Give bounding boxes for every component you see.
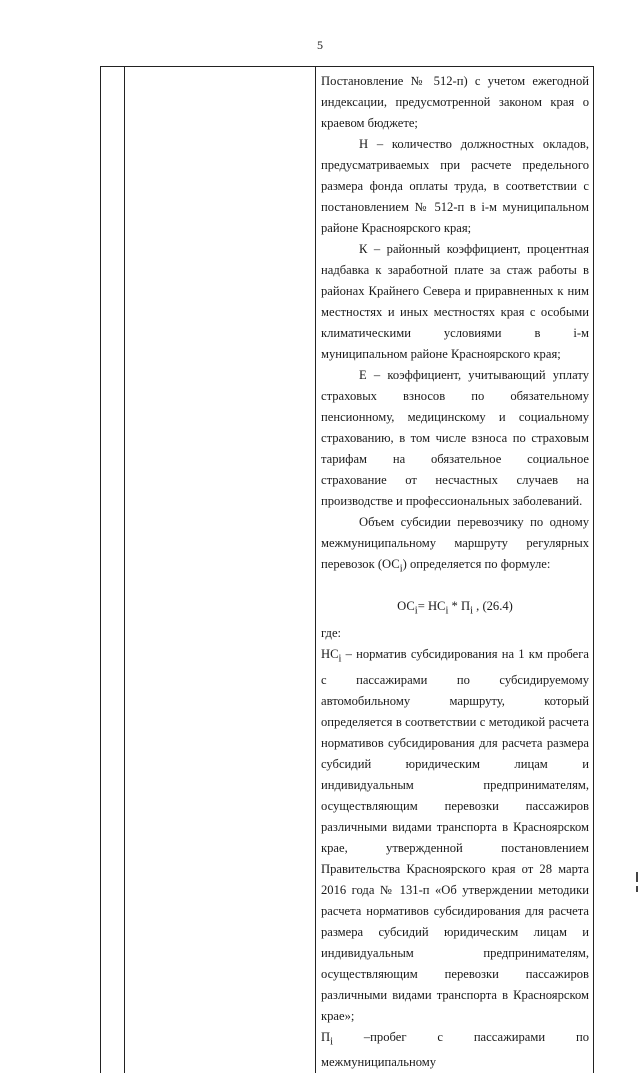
formula-lhs: ОС: [397, 599, 415, 613]
formula-eq-sub: i: [445, 605, 448, 616]
formula: [321, 596, 589, 622]
paragraph-h-definition: Н – количество должностных окладов, предусматриваемых при расчете предельного размера фонда оплаты труда, в соответствии с постановлением № 512-п в i-м муниципальном районе Красноярского края;: [321, 134, 589, 239]
table-cell-name: [125, 67, 316, 1073]
hs-subscript: i: [339, 654, 342, 665]
table-cell-content: [316, 67, 594, 1073]
formula-mid: * П: [448, 599, 470, 613]
table-row: [101, 67, 594, 1073]
scan-edge-mark: [636, 886, 638, 892]
hs-symbol: НС: [321, 647, 339, 661]
subsidy-text-a: Объем субсидии перевозчику по одному межмуниципальному маршруту регулярных перевозок (ОС: [321, 515, 589, 571]
hs-text: – норматив субсидирования на 1 км пробега с пассажирами по субсидируемому автомобильному маршруту, который определяется в соответствии с методикой расчета нормативов субсидирования для расчета размера субсидий юридическим лицам и индивидуальным предпринимателям, осуществляющим перевозки пассажиров различными видами транспорта в Красноярском крае, утвержденной постановлением Правительства Красноярского края от 28 марта 2016 года № 131-п «Об утверждении методики расчета нормативов субсидирования для расчета размера субсидий юридическим лицам и индивидуальным предпринимателям, осуществляющим перевозки пассажиров различными видами транспорта в Красноярском крае»;: [321, 647, 589, 1023]
p-text: –пробег с пассажирами по межмуниципальному: [321, 1030, 589, 1070]
paragraph-hs-definition: [321, 644, 589, 1027]
p-subscript: i: [330, 1036, 333, 1047]
table-cell-number: [101, 67, 125, 1073]
formula-eq: = НС: [418, 599, 446, 613]
paragraph-subsidy-volume: [321, 512, 589, 580]
p-symbol: П: [321, 1030, 330, 1044]
formula-tail: , (26.4): [473, 599, 513, 613]
document-table: [100, 66, 594, 1073]
page-number: 5: [0, 38, 640, 53]
formula-mid-sub: i: [470, 605, 473, 616]
where-label: где:: [321, 623, 589, 644]
paragraph-e-definition: Е – коэффициент, учитывающий уплату страховых взносов по обязательному пенсионному, медицинскому и социальному страхованию, в том числе взноса по страховым тарифам на обязательное социальное страхование от несчастных случаев на производстве и профессиональных заболеваний.: [321, 365, 589, 512]
paragraph-continuation: Постановление № 512-п) с учетом ежегодной индексации, предусмотренной законом края о краевом бюджете;: [321, 71, 589, 134]
subsidy-text-b: ) определяется по формуле:: [403, 557, 551, 571]
subsidy-subscript: i: [400, 564, 403, 575]
paragraph-k-definition: К – районный коэффициент, процентная надбавка к заработной плате за стаж работы в районах Крайнего Севера и приравненных к ним местностях и иных местностях края с особыми климатическими условиями в i-м муниципальном районе Красноярского края;: [321, 239, 589, 365]
paragraph-p-definition: [321, 1027, 589, 1073]
scan-edge-mark: [636, 872, 638, 882]
formula-lhs-sub: i: [415, 605, 418, 616]
